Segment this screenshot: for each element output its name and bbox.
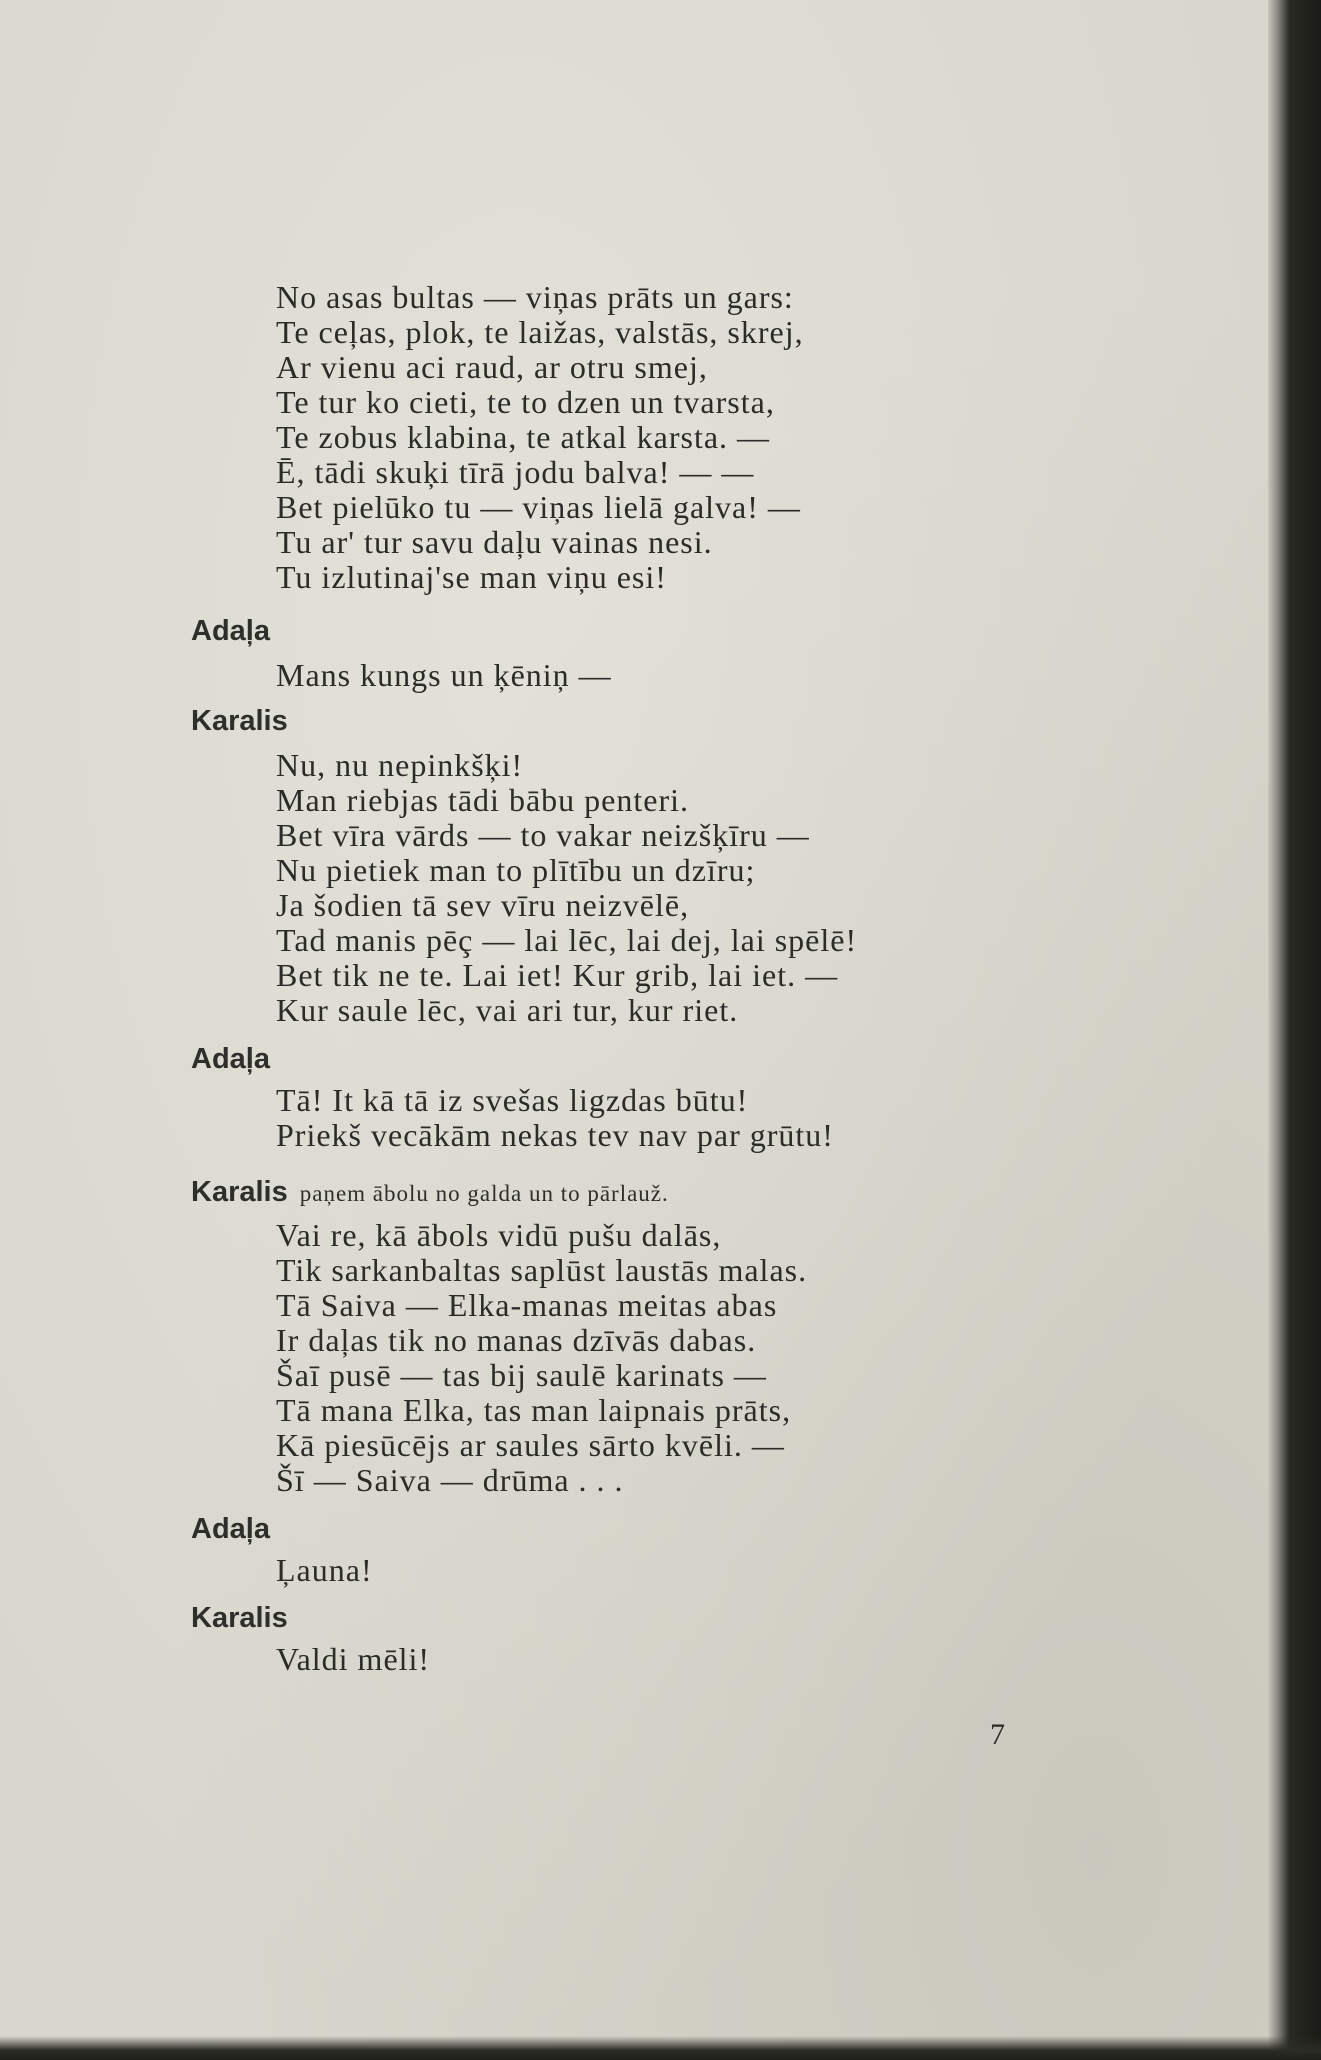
verse-block-6	[276, 1553, 373, 1588]
verse-block-5	[276, 1218, 807, 1498]
verse-line: Te tur ko cieti, te to dzen un tvarsta,	[276, 384, 775, 420]
verse-line: Nu, nu nepinkšķi!	[276, 747, 524, 783]
verse-line: Tik sarkanbaltas saplūst laustās malas.	[276, 1252, 808, 1288]
speaker-name: Karalis	[191, 1176, 288, 1208]
speaker-with-stage-direction	[191, 1176, 669, 1209]
speaker-name: Adaļa	[191, 615, 270, 647]
verse-line: Priekš vecākām nekas tev nav par grūtu!	[276, 1117, 834, 1153]
verse-line: Ļauna!	[276, 1552, 373, 1588]
verse-line: Ar vienu aci raud, ar otru smej,	[276, 349, 708, 385]
verse-line: Šaī pusē — tas bij saulē karinats —	[276, 1357, 767, 1393]
verse-line: No asas bultas — viņas prāts un gars:	[276, 279, 794, 315]
speaker-name: Karalis	[191, 705, 288, 737]
verse-block-7	[276, 1642, 430, 1677]
verse-line: Mans kungs un ķēniņ —	[276, 657, 612, 693]
verse-line: Tā Saiva — Elka-manas meitas abas	[276, 1287, 778, 1323]
verse-line: Bet pielūko tu — viņas lielā galva! —	[276, 489, 801, 525]
verse-block-3	[276, 748, 857, 1028]
verse-block-4	[276, 1083, 834, 1153]
stage-direction: paņem ābolu no galda un to pārlauž.	[299, 1181, 669, 1206]
verse-line: Bet tik ne te. Lai iet! Kur grib, lai iet. —	[276, 957, 839, 993]
book-spine	[1268, 0, 1321, 2060]
verse-line: Man riebjas tādi bābu penteri.	[276, 782, 689, 818]
speaker-name: Adaļa	[191, 1043, 270, 1075]
verse-line: Valdi mēli!	[276, 1641, 431, 1677]
verse-line: Kur saule lēc, vai ari tur, kur riet.	[276, 992, 739, 1028]
verse-block-2	[276, 658, 612, 693]
verse-line: Ē, tādi skuķi tīrā jodu balva! — —	[276, 454, 755, 490]
verse-line: Vai re, kā ābols vidū pušu dalās,	[276, 1217, 722, 1253]
verse-line: Ir daļas tik no manas dzīvās dabas.	[276, 1322, 757, 1358]
verse-line: Tā mana Elka, tas man laipnais prāts,	[276, 1392, 792, 1428]
verse-line: Kā piesūcējs ar saules sārto kvēli. —	[276, 1427, 785, 1463]
speaker-name: Karalis	[191, 1602, 288, 1634]
speaker-name: Adaļa	[191, 1513, 270, 1545]
page-bottom-edge	[0, 2036, 1321, 2060]
page-number: 7	[990, 1718, 1005, 1751]
verse-line: Tu izlutinaj'se man viņu esi!	[276, 559, 667, 595]
verse-line: Ja šodien tā sev vīru neizvēlē,	[276, 887, 690, 923]
verse-line: Bet vīra vārds — to vakar neizšķīru —	[276, 817, 810, 853]
verse-line: Tā! It kā tā iz svešas ligzdas būtu!	[276, 1082, 749, 1118]
verse-line: Šī — Saiva — drūma . . .	[276, 1462, 624, 1498]
verse-block-1	[276, 280, 804, 595]
verse-line: Tu ar' tur savu daļu vainas nesi.	[276, 524, 713, 560]
verse-line: Tad manis pēç — lai lēc, lai dej, lai spēlē!	[276, 922, 858, 958]
verse-line: Te ceļas, plok, te laižas, valstās, skrej,	[276, 314, 804, 350]
verse-line: Nu pietiek man to plītību un dzīru;	[276, 852, 756, 888]
verse-line: Te zobus klabina, te atkal karsta. —	[276, 419, 771, 455]
